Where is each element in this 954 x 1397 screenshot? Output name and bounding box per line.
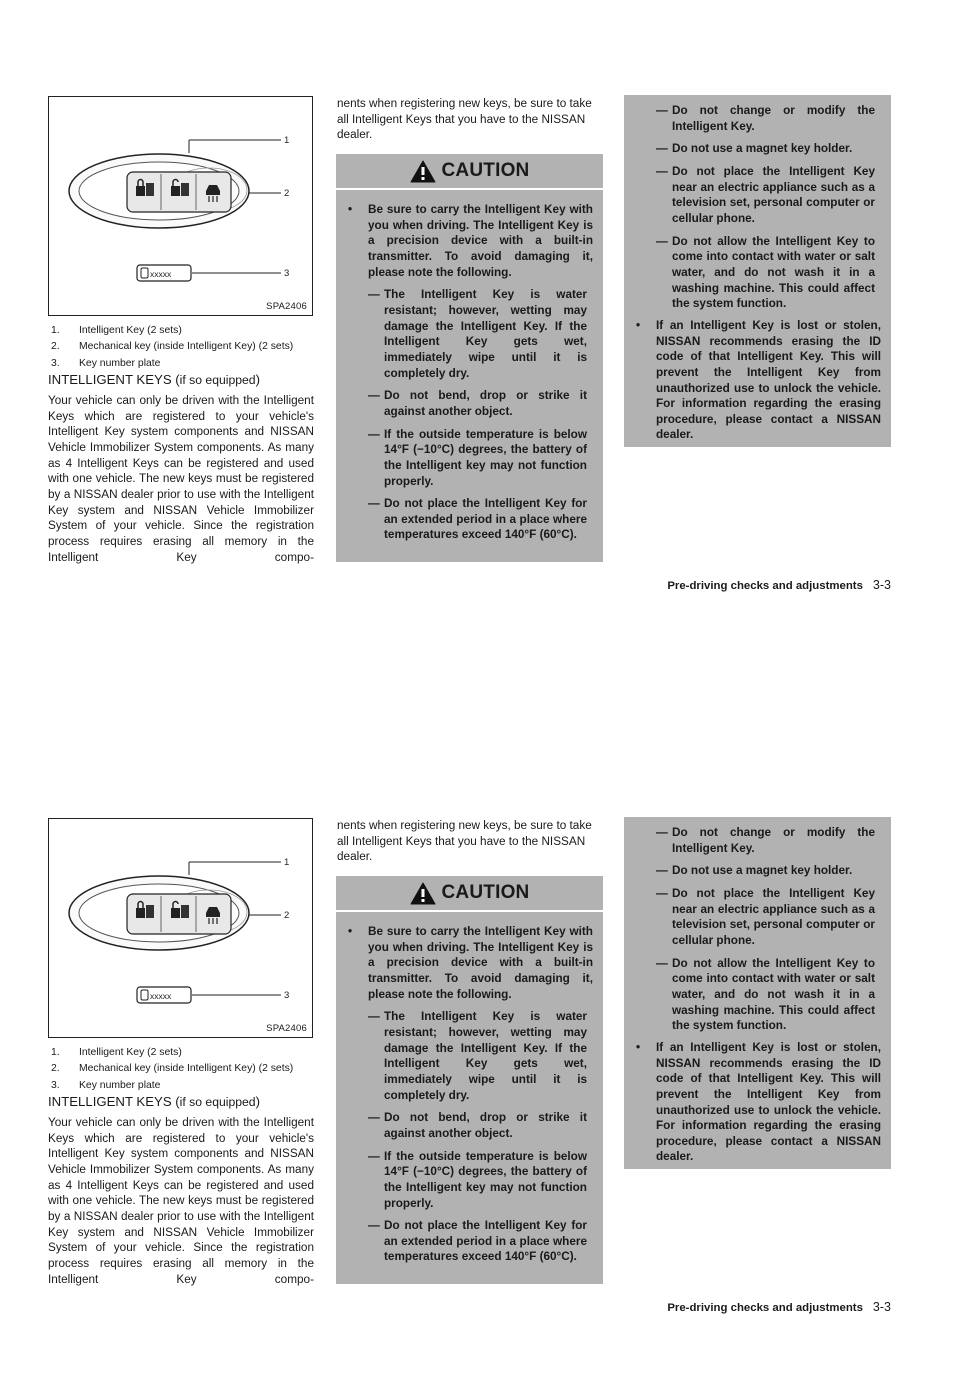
dash-text: The Intelligent Key is water resistant; however, wetting may damage the Intelligent Key. If the Intelligent Key gets wet, immediately wipe until it is completely dry.	[384, 288, 587, 380]
caution-bullet	[634, 318, 881, 443]
callout-number: 1.	[51, 325, 60, 336]
dash-text: Do not bend, drop or strike it against another object.	[384, 389, 587, 418]
intelligent-key-figure	[48, 96, 313, 316]
dash-text: The Intelligent Key is water resistant; however, wetting may damage the Intelligent Key. If the Intelligent Key gets wet, immediately wipe until it is completely dry.	[384, 1010, 587, 1102]
dash-mark: —	[368, 427, 380, 441]
dash-text: Do not place the Intelligent Key near an electric appliance such as a television set, personal computer or cellular phone.	[672, 164, 875, 225]
caution-box-continued	[624, 95, 891, 447]
body-paragraph: Your vehicle can only be driven with the Intelligent Keys which are registered to your vehicle's Intelligent Key system components and NISSAN Vehicle Immobilizer System components. As many as 4 Intelligent Keys can be registered and used with one vehicle. The new keys must be registered by a NISSAN dealer prior to use with the Intelligent Key system and NISSAN Vehicle Immobilizer System of your vehicle. Since the registration process requires erasing all memory in the Intelligent Key compo-	[48, 394, 314, 564]
callout-text: Key number plate	[79, 1079, 161, 1091]
callout-number: 1.	[51, 1047, 60, 1058]
bullet-text: Be sure to carry the Intelligent Key with you when driving. The Intelligent Key is a precision device with a built-in transmitter. To avoid damaging it, please note the following.	[368, 925, 593, 1001]
callout-1: 1	[284, 857, 290, 868]
caution-dash-item	[346, 1110, 593, 1141]
dash-text: Do not place the Intelligent Key for an extended period in a place where temperatures exceed 140°F (60°C).	[384, 497, 587, 542]
caution-dash-item	[346, 287, 593, 381]
callout-text: Mechanical key (inside Intelligent Key) (2 sets)	[79, 341, 294, 353]
figure-code: SPA2406	[266, 301, 307, 312]
caution-box-continued	[624, 817, 891, 1169]
caution-title: CAUTION	[441, 882, 530, 903]
bullet-text: If an Intelligent Key is lost or stolen, NISSAN recommends erasing the ID code of that Intelligent Key. This will prevent the Intelligent Key from unauthorized use to unlock the vehicle. For information regarding the erasing procedure, please contact a NISSAN dealer.	[656, 318, 881, 442]
continued-paragraph: nents when registering new keys, be sure to take all Intelligent Keys that you have to the NISSAN dealer.	[337, 97, 592, 142]
caution-dash-item	[634, 863, 881, 879]
callout-number: 2.	[51, 1063, 60, 1075]
page-footer	[667, 1300, 891, 1314]
callout-3: 3	[284, 268, 290, 279]
section-title-note: if so equipped	[179, 373, 256, 387]
caution-dash-item	[634, 164, 881, 227]
callout-text: Intelligent Key (2 sets)	[79, 1047, 182, 1058]
bullet-text: Be sure to carry the Intelligent Key with you when driving. The Intelligent Key is a precision device with a built-in transmitter. To avoid damaging it, please note the following.	[368, 203, 593, 279]
caution-dash-item	[634, 825, 881, 856]
bullet-mark: •	[348, 925, 353, 938]
callout-2: 2	[284, 910, 290, 921]
dash-mark: —	[368, 497, 380, 511]
key-number-text: xxxxx	[150, 991, 172, 1001]
dash-text: Do not use a magnet key holder.	[672, 142, 853, 156]
caution-body	[346, 924, 593, 1265]
footer-section: Pre-driving checks and adjustments	[667, 1302, 863, 1314]
page-number: 3-3	[872, 1300, 891, 1314]
caution-header	[336, 876, 603, 912]
intelligent-key-illustration	[49, 97, 314, 317]
caution-body	[634, 825, 881, 1165]
dash-mark: —	[368, 1149, 380, 1163]
intelligent-key-figure	[48, 818, 313, 1038]
callout-text: Intelligent Key (2 sets)	[79, 325, 182, 336]
dash-text: Do not change or modify the Intelligent Key.	[672, 826, 875, 855]
caution-dash-item	[634, 234, 881, 312]
page-footer	[667, 578, 891, 592]
dash-text: Do not bend, drop or strike it against another object.	[384, 1111, 587, 1140]
caution-bullet	[346, 202, 593, 280]
warning-triangle-icon	[410, 160, 436, 183]
dash-mark: —	[656, 826, 668, 839]
dash-mark: —	[656, 104, 668, 117]
dash-mark: —	[368, 1219, 380, 1233]
callout-list	[48, 1045, 318, 1094]
callout-number: 2.	[51, 341, 60, 353]
caution-title: CAUTION	[441, 160, 530, 181]
dash-text: Do not place the Intelligent Key for an extended period in a place where temperatures exceed 140°F (60°C).	[384, 1219, 587, 1264]
intelligent-key-illustration	[49, 819, 314, 1039]
dash-text: Do not allow the Intelligent Key to come into contact with water or salt water, and do not wash it in a washing machine. This could affect the system function.	[672, 956, 875, 1033]
caution-dash-item	[634, 956, 881, 1034]
list-item	[48, 339, 318, 355]
list-item	[48, 1045, 318, 1061]
dash-mark: —	[368, 288, 380, 302]
footer-section: Pre-driving checks and adjustments	[667, 580, 863, 592]
caution-bullet	[634, 1040, 881, 1165]
section-title-note: if so equipped	[179, 1095, 256, 1109]
section-title-text: INTELLIGENT KEYS (	[48, 372, 180, 387]
dash-text: Do not use a magnet key holder.	[672, 864, 853, 878]
caution-dash-item	[346, 427, 593, 490]
caution-dash-item	[346, 1149, 593, 1212]
caution-dash-item	[346, 388, 593, 419]
dash-text: If the outside temperature is below 14°F (−10°C) degrees, the battery of the Intelligent key may not function properly.	[384, 1149, 587, 1210]
dash-mark: —	[656, 886, 668, 900]
dash-mark: —	[656, 864, 668, 878]
caution-bullet	[346, 924, 593, 1002]
list-item	[48, 356, 318, 372]
bullet-mark: •	[348, 203, 353, 216]
caution-box	[336, 154, 603, 562]
caution-dash-item	[346, 1218, 593, 1265]
key-number-text: xxxxx	[150, 269, 172, 279]
callout-text: Mechanical key (inside Intelligent Key) (2 sets)	[79, 1063, 294, 1075]
caution-box	[336, 876, 603, 1284]
figure-code: SPA2406	[266, 1023, 307, 1034]
callout-1: 1	[284, 135, 290, 146]
callout-3: 3	[284, 990, 290, 1001]
section-title	[48, 372, 260, 387]
list-item	[48, 1078, 318, 1094]
list-item	[48, 1061, 318, 1077]
caution-dash-item	[634, 886, 881, 949]
section-title-close: )	[255, 372, 260, 387]
list-item	[48, 323, 318, 339]
dash-text: Do not change or modify the Intelligent Key.	[672, 104, 875, 133]
callout-list	[48, 323, 318, 372]
caution-body	[634, 103, 881, 443]
continued-paragraph: nents when registering new keys, be sure to take all Intelligent Keys that you have to the NISSAN dealer.	[337, 819, 592, 864]
dash-mark: —	[656, 142, 668, 156]
dash-text: Do not allow the Intelligent Key to come into contact with water or salt water, and do not wash it in a washing machine. This could affect the system function.	[672, 234, 875, 311]
dash-mark: —	[368, 389, 380, 403]
dash-mark: —	[368, 1111, 380, 1125]
manual-page-1	[0, 0, 954, 675]
dash-text: If the outside temperature is below 14°F (−10°C) degrees, the battery of the Intelligent key may not function properly.	[384, 427, 587, 488]
manual-page-2	[0, 722, 954, 1397]
callout-number: 3.	[51, 357, 60, 369]
section-title-close: )	[255, 1094, 260, 1109]
callout-text: Key number plate	[79, 357, 161, 369]
dash-text: Do not place the Intelligent Key near an electric appliance such as a television set, personal computer or cellular phone.	[672, 886, 875, 947]
section-title-text: INTELLIGENT KEYS (	[48, 1094, 180, 1109]
caution-dash-item	[634, 141, 881, 157]
caution-dash-item	[634, 103, 881, 134]
caution-body	[346, 202, 593, 543]
caution-dash-item	[346, 496, 593, 543]
bullet-mark: •	[636, 1040, 641, 1054]
bullet-mark: •	[636, 318, 641, 332]
dash-mark: —	[656, 234, 668, 248]
page-number: 3-3	[872, 578, 891, 592]
dash-mark: —	[368, 1010, 380, 1024]
section-title	[48, 1094, 260, 1109]
bullet-text: If an Intelligent Key is lost or stolen, NISSAN recommends erasing the ID code of that Intelligent Key. This will prevent the Intelligent Key from unauthorized use to unlock the vehicle. For information regarding the erasing procedure, please contact a NISSAN dealer.	[656, 1040, 881, 1164]
body-paragraph: Your vehicle can only be driven with the Intelligent Keys which are registered to your vehicle's Intelligent Key system components and NISSAN Vehicle Immobilizer System components. As many as 4 Intelligent Keys can be registered and used with one vehicle. The new keys must be registered by a NISSAN dealer prior to use with the Intelligent Key system and NISSAN Vehicle Immobilizer System of your vehicle. Since the registration process requires erasing all memory in the Intelligent Key compo-	[48, 1116, 314, 1286]
caution-header	[336, 154, 603, 190]
callout-number: 3.	[51, 1079, 60, 1091]
caution-dash-item	[346, 1009, 593, 1103]
dash-mark: —	[656, 956, 668, 970]
dash-mark: —	[656, 164, 668, 178]
callout-2: 2	[284, 188, 290, 199]
warning-triangle-icon	[410, 882, 436, 905]
